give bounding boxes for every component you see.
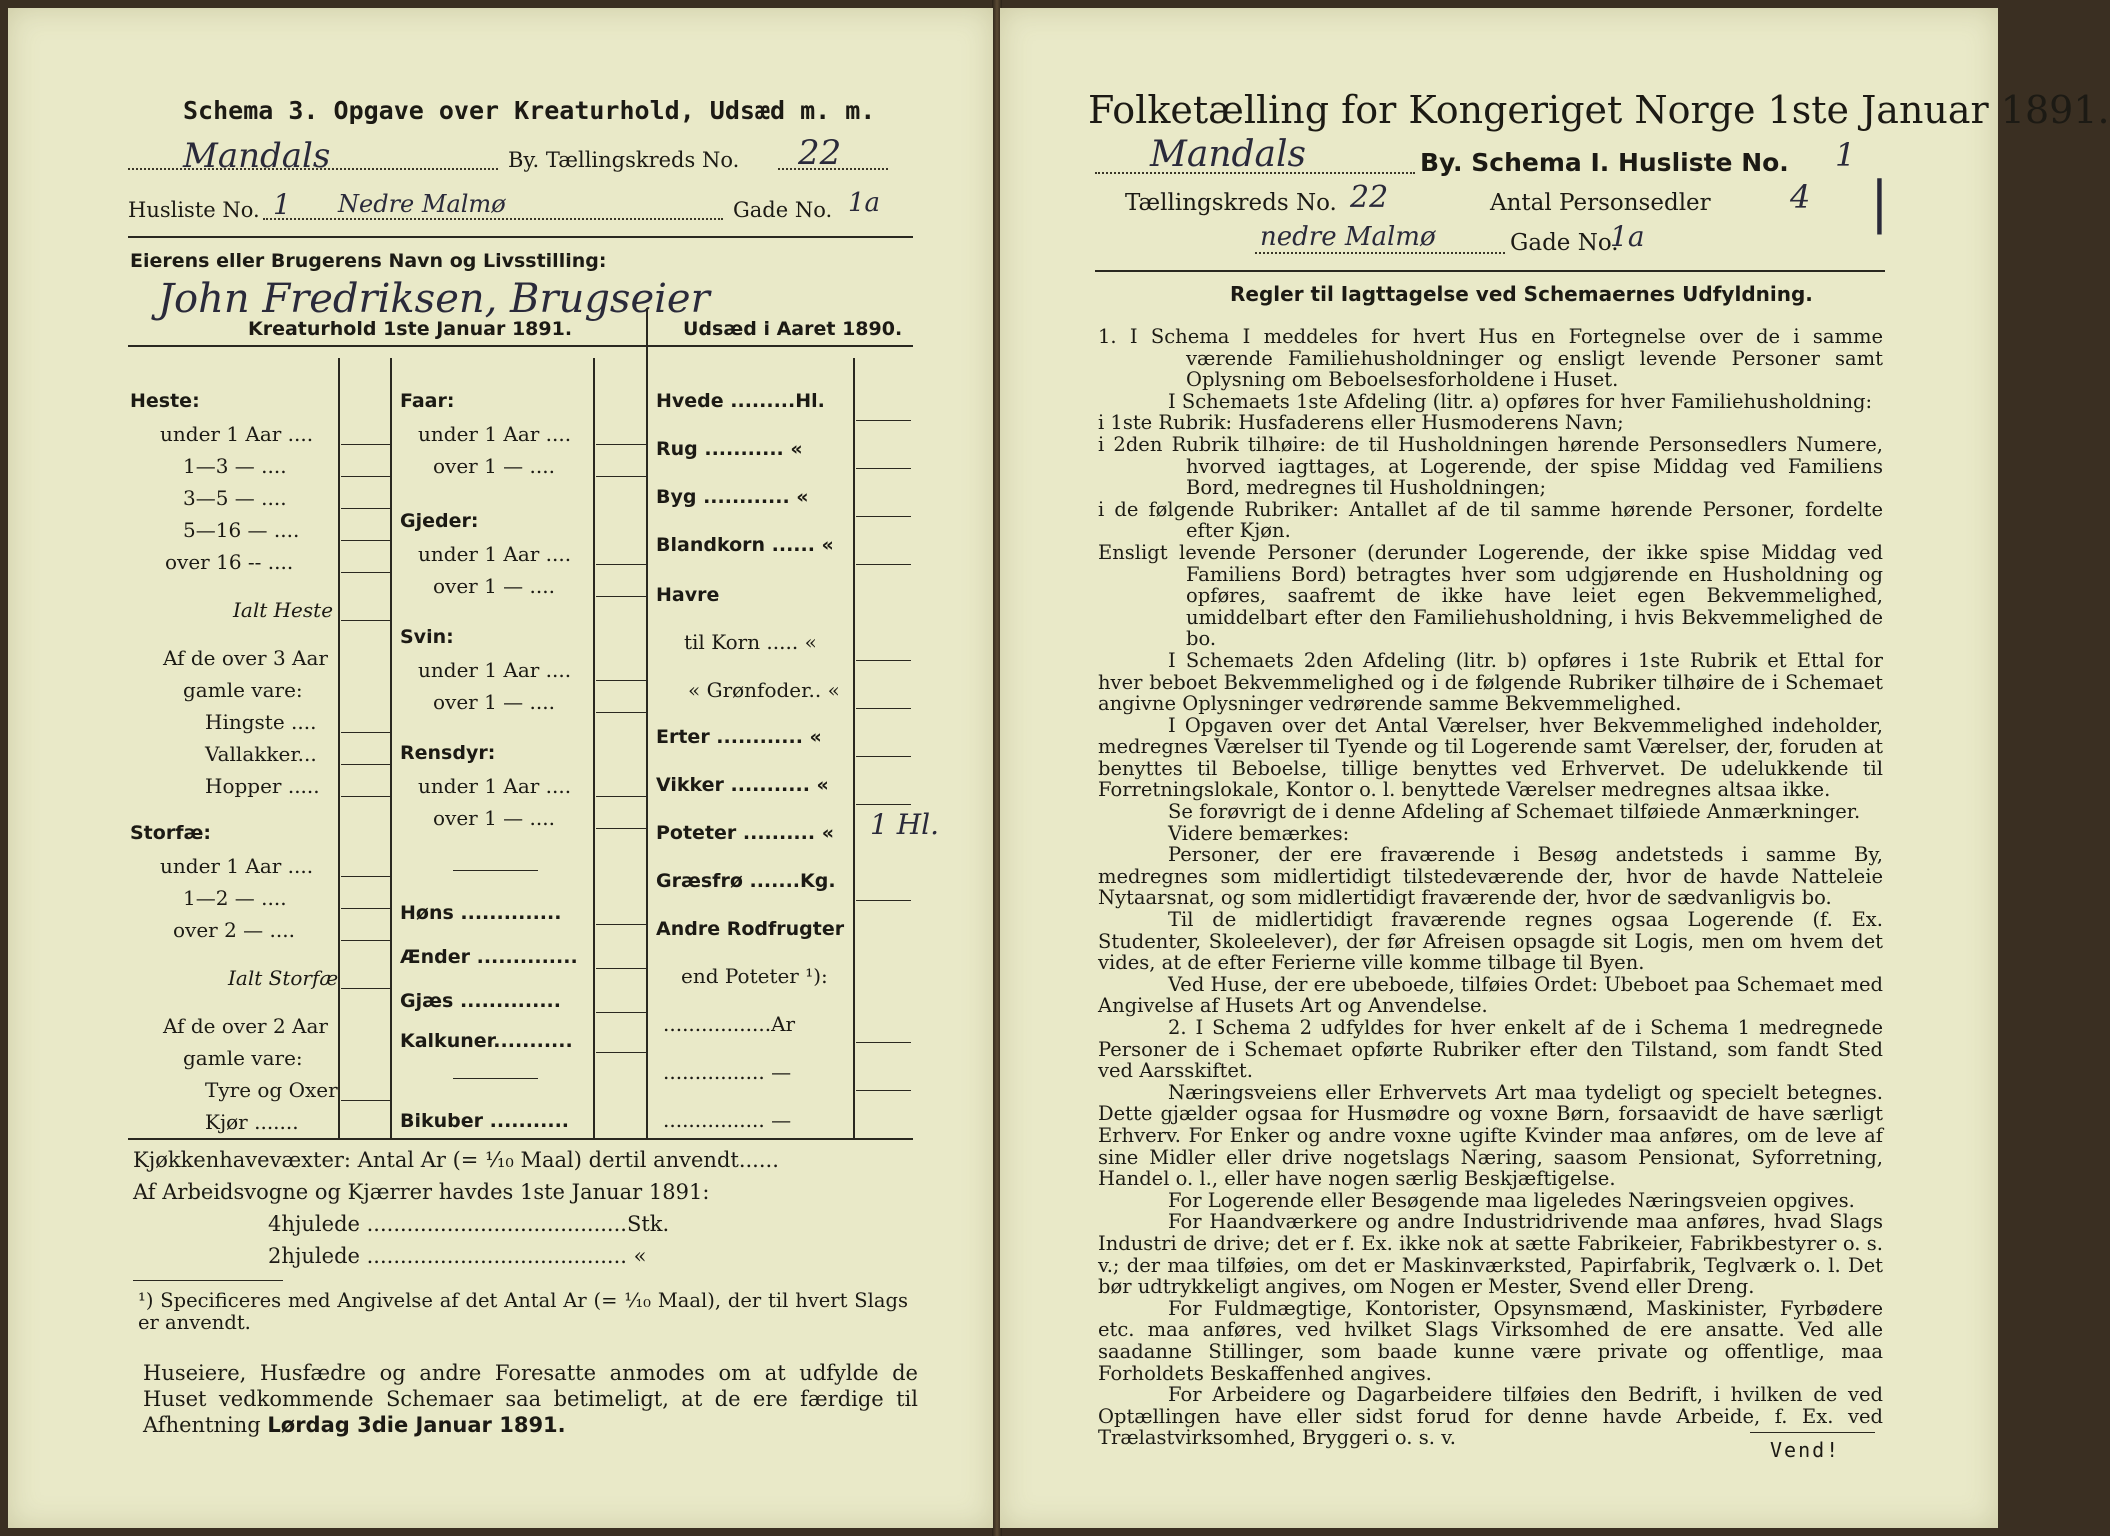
city-line <box>1095 172 1415 174</box>
schema-3-title: Schema 3. Opgave over Kreaturhold, Udsæd m. m. <box>183 96 876 125</box>
divider <box>1095 270 1885 272</box>
answer-line <box>596 796 646 797</box>
kreds-handwritten: 22 <box>1350 180 1389 215</box>
footnote: ¹) Specificeres med Angivelse af det Antal Ar (= ¹⁄₁₀ Maal), der til hvert Slags er anvendt. <box>138 1289 908 1334</box>
crop-row: Havre <box>656 584 720 606</box>
heste-subtitle: gamle vare: <box>183 678 303 702</box>
fowl-row: Ænder .............. <box>400 946 578 968</box>
rule-paragraph: I Schemaets 1ste Afdeling (litr. a) opføres for hver Familiehusholdning: <box>1168 389 1873 413</box>
crop-row: ................ — <box>663 1108 792 1132</box>
crop-row: .................Ar <box>663 1012 796 1036</box>
col-line <box>338 358 340 1138</box>
rensdyr-row: under 1 Aar .... <box>418 774 572 798</box>
crop-row: Blandkorn ...... « <box>656 534 834 556</box>
svin-title: Svin: <box>400 626 454 648</box>
svin-row: over 1 — .... <box>433 690 555 714</box>
city-handwritten: Mandals <box>183 136 331 176</box>
answer-line <box>856 660 911 661</box>
street-handwritten: nedre Malmø <box>1260 222 1436 252</box>
personsedler-handwritten: 4 <box>1790 178 1811 216</box>
rule-paragraph: Videre bemærkes: <box>1168 821 1350 845</box>
answer-line <box>596 828 646 829</box>
answer-line <box>856 1090 911 1091</box>
gjeder-row: over 1 — .... <box>433 574 555 598</box>
answer-line <box>596 444 646 445</box>
rule-paragraph: Ved Huse, der ere ubeboede, tilføies Ordet: Ubeboet paa Schemaet med Angivelse af Husets Art og Anvendelse. <box>1098 972 1883 1018</box>
divider <box>128 236 913 238</box>
answer-line <box>596 968 646 969</box>
fowl-row: Gjæs .............. <box>400 990 561 1012</box>
answer-line <box>341 764 390 765</box>
rule-paragraph: I Schemaets 2den Afdeling (litr. b) opføres i 1ste Rubrik et Ettal for hver beboet Bekvemmelighed og i de følgende Rubriker tilhøire de i Schemaet angivne Oplysninger vedrørende samme Bekvemmelighed. <box>1098 648 1883 716</box>
answer-line <box>856 1042 911 1043</box>
kreds-line <box>778 168 888 170</box>
answer-line <box>856 708 911 709</box>
faar-row: over 1 — .... <box>433 454 555 478</box>
gade-label: Gade No. <box>1510 230 1619 256</box>
gjeder-title: Gjeder: <box>400 510 479 532</box>
heste-row: 1—3 — .... <box>183 454 287 478</box>
faar-row: under 1 Aar .... <box>418 422 572 446</box>
answer-line <box>856 804 911 805</box>
fowl-row: Bikuber ........... <box>400 1110 570 1132</box>
answer-line <box>596 924 646 925</box>
crop-row: Byg ............ « <box>656 486 809 508</box>
husliste-handwritten: 1 <box>1835 136 1856 174</box>
answer-line <box>341 876 390 877</box>
crop-row: Andre Rodfrugter <box>656 918 845 940</box>
arbeidsvogne-label: Af Arbeidsvogne og Kjærrer havdes 1ste Januar 1891: <box>133 1180 710 1204</box>
rule-paragraph: i 2den Rubrik tilhøire: de til Husholdningen hørende Personsedlers Numere, hvorved iagttages, at Logerende, der spise Middag ved Familiens Bord, medregnes til Husholdningen; <box>1098 432 1883 500</box>
table-bottom-rule <box>128 1138 913 1140</box>
rensdyr-row: over 1 — .... <box>433 806 555 830</box>
heste-subrow: Hingste .... <box>205 710 317 734</box>
rule-paragraph: 2. I Schema 2 udfyldes for hver enkelt af de i Schema 1 medregnede Personer de i Schemaet opførte Rubriker efter den Tilstand, som fandt Sted ved Aarsskiftet. <box>1098 1016 1883 1083</box>
answer-line <box>856 516 911 517</box>
street-handwritten: Nedre Malmø <box>338 190 506 218</box>
right-page-schema-1 <box>1000 8 2110 1528</box>
storfae-total: Ialt Storfæ <box>228 966 339 990</box>
owner-handwritten: John Fredriksen, Brugseier <box>158 276 710 322</box>
answer-line <box>341 508 390 509</box>
col-line <box>390 358 392 1138</box>
answer-line <box>856 900 911 901</box>
kjokkenhave-label: Kjøkkenhavevæxter: Antal Ar (= ¹⁄₁₀ Maal) dertil anvendt...... <box>133 1148 779 1172</box>
udsaed-header: Udsæd i Aaret 1890. <box>683 318 903 340</box>
closing-text: Huseiere, Husfædre og andre Foresatte anmodes om at udfylde de Huset vedkommende Schemaer saa betimeligt, at de ere færdige til Afhentning <box>143 1361 918 1437</box>
rule-paragraph: Næringsveiens eller Erhvervets Art maa tydeligt og specielt betegnes. Dette gjælder ogsaa for Husmødre og voxne Børn, forsaavidt de have særligt Erhverv. For Enker og andre voxne ugifte Kvinder maa anføres, om de leve af sine Midler eller drive nogetslags Næring, saasom Pensionat, Syforretning, Handel o. l., eller have nogen særlig Beskjæftigelse. <box>1098 1080 1883 1191</box>
closing-notice <box>143 1360 918 1438</box>
crop-row: « Grønfoder.. « <box>688 678 840 702</box>
crop-row: Poteter .......... « <box>656 822 834 844</box>
crop-row: Erter ............ « <box>656 726 822 748</box>
rules-title: Regler til Iagttagelse ved Schemaernes Udfyldning. <box>1230 282 1813 306</box>
heste-row: 5—16 — .... <box>183 518 300 542</box>
crop-row: Hvede .........Hl. <box>656 390 825 412</box>
gade-handwritten: 1a <box>1610 220 1645 253</box>
answer-line <box>596 680 646 681</box>
storfae-row: 1—2 — .... <box>183 886 287 910</box>
heste-title: Heste: <box>130 390 200 412</box>
city-handwritten: Mandals <box>1150 134 1307 175</box>
col-line <box>593 358 595 1138</box>
crop-row: ................ — <box>663 1060 792 1084</box>
rule-paragraph: For Arbeidere og Dagarbeidere tilføies den Bedrift, i hvilken de ved Optællingen have eller sidst forud for denne havde Arbeide, f. Ex. ved Trælastvirksomhed, Bryggeri o. s. v. <box>1098 1383 1883 1450</box>
storfae-title: Storfæ: <box>130 822 211 844</box>
kreds-handwritten: 22 <box>798 133 842 173</box>
answer-line <box>341 540 390 541</box>
gade-handwritten: 1a <box>848 188 881 218</box>
storfae-subrow: Kjør ....... <box>205 1110 299 1134</box>
heste-subrow: Vallakker... <box>205 742 317 766</box>
heste-subtitle: Af de over 3 Aar <box>163 646 328 670</box>
rule-paragraph: For Haandværkere og andre Industridrivende maa anføres, hvad Slags Industri de drive; det er f. Ex. ikke nok at sætte Fabrikeier, Fabrikbestyrer o. s. v.; der maa tilføies, om det er Maskinværksted, Papirfabrik, Teglværk o. l. Det bør udtrykkeligt angives, om Nogen er Mester, Svend eller Dreng. <box>1098 1210 1883 1299</box>
gjeder-row: under 1 Aar .... <box>418 542 572 566</box>
fowl-row: Kalkuner........... <box>400 1030 573 1052</box>
answer-line <box>341 444 390 445</box>
answer-line <box>596 564 646 565</box>
rule-paragraph: i de følgende Rubriker: Antallet af de til samme hørende Personer, fordelte efter Kjøn. <box>1098 497 1883 543</box>
answer-line <box>856 564 911 565</box>
faar-title: Faar: <box>400 390 455 412</box>
svin-row: under 1 Aar .... <box>418 658 572 682</box>
closing-date: Lørdag 3die Januar 1891. <box>267 1413 566 1437</box>
rule-paragraph: I Opgaven over det Antal Værelser, hver Bekvemmelighed indeholder, medregnes Værelser til Tyende og til Logerende samt Værelser, der, foruden at benyttes til Beboelse, tillige benyttes ved Erhvervet. De udelukkende til Forretningslokale, Kontor o. l. benyttede Værelser medregnes altsaa ikke. <box>1098 713 1883 802</box>
by-kreds-label: By. Tællingskreds No. <box>508 148 740 172</box>
answer-line <box>341 1100 390 1101</box>
storfae-subrow: Tyre og Oxer <box>205 1078 338 1102</box>
answer-line <box>596 596 646 597</box>
rule-paragraph: For Logerende eller Besøgende maa ligeledes Næringsveien opgives. <box>1168 1188 1855 1212</box>
census-title: Folketælling for Kongeriget Norge 1ste Januar 1891. <box>1088 88 2110 132</box>
street-line <box>1255 252 1505 254</box>
answer-line <box>341 940 390 941</box>
rule-paragraph: 1. I Schema I meddeles for hvert Hus en Fortegnelse over de i samme værende Familiehusholdninger og ensligt levende Personer samt Oplysning om Beboelsesforholdene i Huset. <box>1098 325 1883 392</box>
gade-label: Gade No. <box>733 198 833 222</box>
fowl-row: Høns .............. <box>400 902 562 924</box>
checkmark-handwritten: | <box>1870 170 1889 235</box>
heste-row: 3—5 — .... <box>183 486 287 510</box>
poteter-handwritten: 1 Hl. <box>870 808 939 841</box>
answer-line <box>341 572 390 573</box>
table-top-rule <box>128 345 913 347</box>
street-line <box>263 218 723 220</box>
husliste-handwritten: 1 <box>273 188 291 221</box>
col-line <box>853 358 855 1138</box>
answer-line <box>596 712 646 713</box>
rule-paragraph: Til de midlertidigt fraværende regnes ogsaa Logerende (f. Ex. Studenter, Skoleelever), der før Afreisen opsagde sit Logis, men om hvem det vides, at de efter Ferierne ville komme tilbage til Byen. <box>1098 908 1883 975</box>
storfae-subtitle: gamle vare: <box>183 1046 303 1070</box>
footnote-rule <box>133 1280 283 1281</box>
crop-row: Græsfrø .......Kg. <box>656 870 836 892</box>
crop-row: til Korn ..... « <box>684 630 817 654</box>
answer-line <box>341 476 390 477</box>
rules-body <box>1098 326 1883 1449</box>
answer-line <box>856 468 911 469</box>
answer-line <box>341 988 390 989</box>
city-line <box>128 168 498 170</box>
vend-rule <box>1750 1432 1875 1433</box>
crop-row: Rug ........... « <box>656 438 803 460</box>
answer-line <box>596 1052 646 1053</box>
heste-row: under 1 Aar .... <box>160 422 314 446</box>
storfae-row: over 2 — .... <box>173 918 295 942</box>
answer-line <box>341 732 390 733</box>
hjul2-label: 2hjulede ....................................... « <box>268 1244 647 1268</box>
husliste-label: Husliste No. <box>128 198 260 222</box>
separator <box>453 870 538 871</box>
answer-line <box>341 796 390 797</box>
answer-line <box>856 420 911 421</box>
rule-paragraph: Ensligt levende Personer (derunder Logerende, der ikke spise Middag ved Familiens Bord) betragtes hver som udgjørende en Husholdning og opføres, saafremt de ikke have leiet egen Bekvemmelighed, umiddelbart efter den Familiehusholdning, i hvis Bekvemmelighed de bo. <box>1098 540 1883 651</box>
col-line <box>646 308 648 1138</box>
answer-line <box>596 1012 646 1013</box>
vend-label: Vend! <box>1770 1438 1841 1462</box>
heste-row: over 16 -- .... <box>165 550 294 574</box>
rule-paragraph: Se forøvrigt de i denne Afdeling af Schemaet tilføiede Anmærkninger. <box>1168 800 1861 824</box>
personsedler-label: Antal Personsedler <box>1490 190 1711 216</box>
answer-line <box>341 908 390 909</box>
storfae-row: under 1 Aar .... <box>160 854 314 878</box>
rule-paragraph: For Fuldmægtige, Kontorister, Opsynsmænd, Maskinister, Fyrbødere etc. maa anføres, ved hvilket Slags Virksomhed de ere ansatte. Ved alle saadanne Stillinger, som baade kunne være private og offentlige, maa Forholdets Beskaffenhed angives. <box>1098 1296 1883 1385</box>
storfae-subtitle: Af de over 2 Aar <box>163 1014 328 1038</box>
heste-subrow: Hopper ..... <box>205 774 320 798</box>
rule-paragraph: i 1ste Rubrik: Husfaderens eller Husmoderens Navn; <box>1098 411 1624 435</box>
separator <box>453 1078 538 1079</box>
hjul4-label: 4hjulede .......................................Stk. <box>268 1212 670 1236</box>
owner-label: Eierens eller Brugerens Navn og Livsstilling: <box>130 250 607 272</box>
rule-paragraph: Personer, der ere fraværende i Besøg andetsteds i samme By, medregnes som midlertidigt tilstedeværende der, hvor de havde Natteleie Nytaarsnat, og som midlertidigt fraværende der, hvor de sædvanligvis bo. <box>1098 843 1883 910</box>
crop-row: Vikker ........... « <box>656 774 829 796</box>
kreds-label: Tællingskreds No. <box>1125 190 1337 216</box>
answer-line <box>341 620 390 621</box>
left-page-schema-3 <box>8 8 993 1528</box>
heste-total: Ialt Heste <box>233 598 334 622</box>
answer-line <box>596 476 646 477</box>
crop-row: end Poteter ¹): <box>681 964 828 988</box>
kreaturhold-header: Kreaturhold 1ste Januar 1891. <box>248 318 573 340</box>
rensdyr-title: Rensdyr: <box>400 742 496 764</box>
answer-line <box>856 756 911 757</box>
by-schema-label: By. Schema I. Husliste No. <box>1420 148 1789 177</box>
